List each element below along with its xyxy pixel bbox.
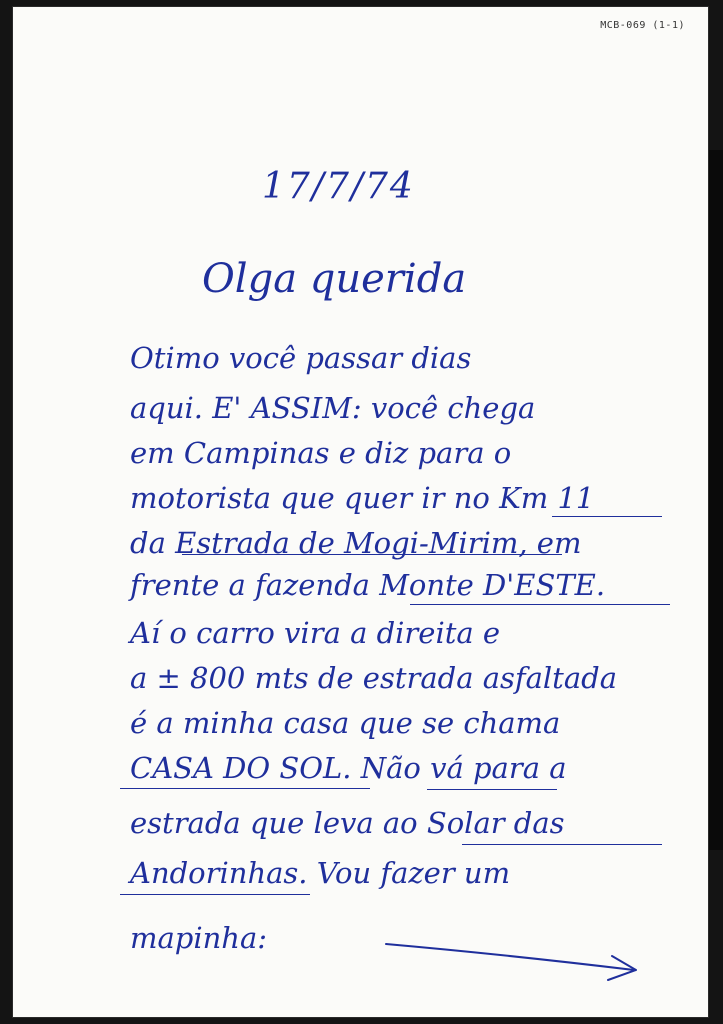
letter-line-8: a ± 800 mts de estrada asfaltada bbox=[130, 661, 617, 695]
letter-line-11: estrada que leva ao Solar das bbox=[130, 806, 565, 840]
letter-page bbox=[12, 6, 709, 1018]
underline-monte-deste bbox=[410, 604, 670, 605]
letter-line-10: CASA DO SOL. Não vá para a bbox=[130, 751, 567, 785]
letter-line-4: motorista que quer ir no Km 11 bbox=[130, 481, 595, 515]
scan-edge-shadow bbox=[709, 150, 723, 850]
underline-andorinhas bbox=[120, 894, 310, 895]
underline-km bbox=[552, 516, 662, 517]
underline-nao-va bbox=[427, 789, 557, 790]
underline-solar-das bbox=[462, 844, 662, 845]
letter-line-3: em Campinas e diz para o bbox=[130, 436, 512, 470]
letter-line-9: é a minha casa que se chama bbox=[130, 706, 561, 740]
letter-salutation: Olga querida bbox=[202, 256, 467, 302]
letter-line-2: aqui. E' ASSIM: você chega bbox=[130, 391, 536, 425]
underline-casa-do-sol bbox=[120, 788, 370, 789]
letter-date: 17/7/74 bbox=[262, 166, 415, 207]
letter-line-7: Aí o carro vira a direita e bbox=[130, 616, 501, 650]
letter-line-12: Andorinhas. Vou fazer um bbox=[130, 856, 511, 890]
letter-line-5: da Estrada de Mogi-Mirim, em bbox=[130, 526, 582, 560]
arrow-icon bbox=[384, 936, 646, 984]
underline-estrada bbox=[182, 554, 562, 555]
letter-line-13: mapinha: bbox=[130, 921, 268, 955]
archive-reference: MCB-069 (1-1) bbox=[600, 20, 685, 31]
letter-line-1: Otimo você passar dias bbox=[130, 341, 472, 375]
letter-line-6: frente a fazenda Monte D'ESTE. bbox=[130, 568, 606, 602]
